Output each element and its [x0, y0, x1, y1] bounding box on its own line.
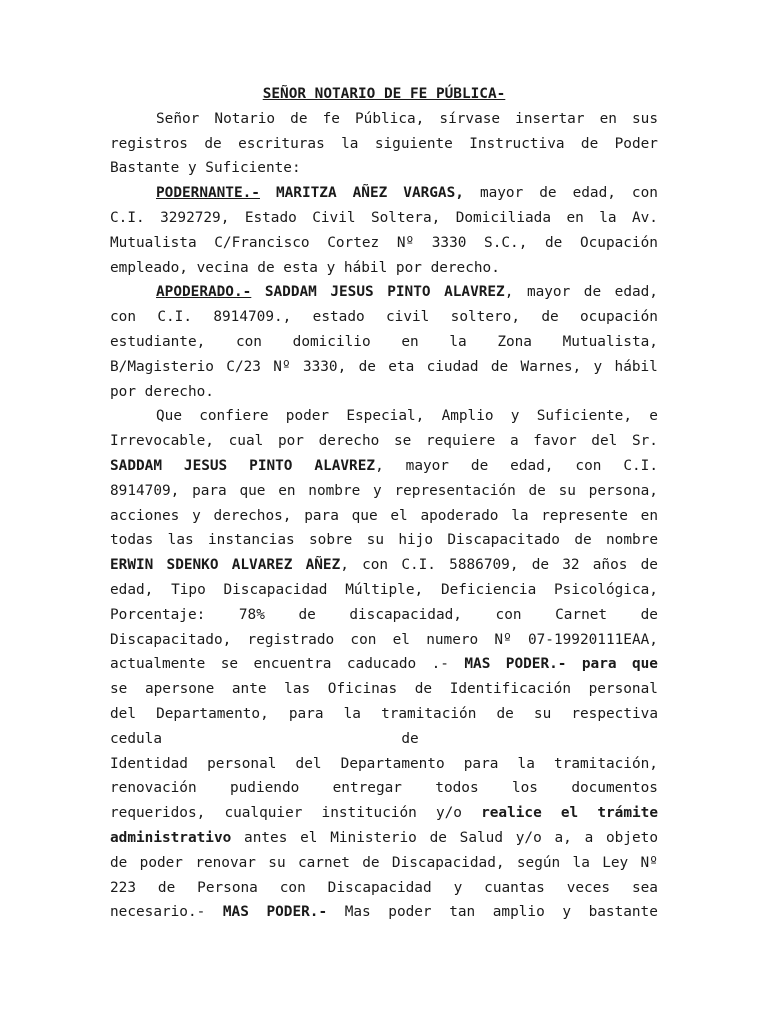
text-word: de [362, 854, 380, 871]
text-word: discapacidad, [349, 606, 462, 623]
text-word: antes [244, 829, 288, 846]
text-word: persona, [588, 482, 658, 499]
text-word: la [517, 755, 535, 772]
text-word: cualquier [224, 805, 303, 822]
text-word: Ley [602, 854, 629, 871]
text-word: Cortez [327, 234, 380, 251]
text-word: Discapacitado [447, 532, 560, 549]
text-word: a [584, 829, 594, 846]
text-line [110, 256, 658, 281]
text-word: Suficiente, [536, 408, 632, 425]
text-word: poder [388, 904, 432, 921]
text-word: 8914709, [110, 482, 180, 499]
text-word: del [591, 433, 618, 450]
text-word: apersone [144, 681, 215, 698]
text-word: tramitación, [554, 755, 658, 772]
text-word: con [362, 557, 389, 574]
text-word: y [562, 904, 571, 921]
text-word: la [449, 333, 467, 350]
text-word: Persona [197, 879, 258, 896]
text-word: en [278, 482, 296, 499]
text-word: de [541, 309, 559, 326]
text-word: MARITZA [275, 185, 337, 202]
text-word: edad, [110, 581, 154, 598]
text-line [110, 628, 658, 653]
text-word: PINTO [387, 284, 431, 301]
text-word: para [463, 755, 499, 772]
text-word: por [277, 433, 304, 450]
text-line [110, 826, 658, 851]
text-word: Nº [396, 234, 415, 251]
text-line [110, 851, 658, 876]
text-word: en [599, 110, 617, 127]
text-word: mayor [526, 284, 571, 301]
text-word: Deficiencia [440, 581, 537, 598]
text-word: Ministerio [330, 829, 417, 846]
text-word: que [631, 656, 658, 673]
text-word: el [390, 507, 408, 524]
text-word: carnet [297, 854, 350, 871]
text-word: registros [110, 135, 188, 152]
text-word: de [539, 185, 557, 202]
text-word: el [560, 805, 579, 822]
text-word: ERWIN [110, 557, 154, 574]
text-word: a [509, 433, 519, 450]
text-word: Carnet [555, 606, 608, 623]
text-word: y [192, 507, 201, 524]
text-word: la [343, 705, 361, 722]
text-word: Departamento [340, 755, 445, 772]
text-line [110, 677, 658, 702]
text-word: la [511, 507, 529, 524]
text-word: encuentra [253, 656, 332, 673]
text-word: Ocupación [579, 234, 658, 251]
text-word: de [496, 705, 514, 722]
text-word: que [351, 507, 378, 524]
text-word: Nº [640, 854, 658, 871]
text-word: respectiva [571, 705, 658, 722]
text-word: poder [139, 854, 183, 871]
text-word: bastante [588, 904, 658, 921]
text-word: ALVAREZ [231, 557, 293, 574]
text-word: según [516, 854, 561, 871]
text-word: y [373, 482, 382, 499]
text-word: soltero, [450, 309, 520, 326]
text-word: C.I. [157, 309, 192, 326]
text-word: Discapacitado, [110, 631, 232, 648]
text-word: confiere [199, 408, 269, 425]
text-word: Warnes, [520, 358, 582, 375]
text-word: de [470, 457, 489, 474]
text-word: de [204, 135, 222, 152]
text-word: C.I. [401, 557, 436, 574]
text-word: Nº [494, 631, 512, 648]
text-word: APODERADO.- [156, 284, 252, 301]
text-word: escrituras [238, 135, 325, 152]
text-word: Poder [614, 135, 658, 152]
text-word: requiere [425, 433, 496, 450]
text-word: documentos [571, 780, 658, 797]
text-word: objeto [606, 829, 658, 846]
text-word: con [631, 185, 658, 202]
text-line [110, 305, 658, 330]
text-word: tan [449, 904, 476, 921]
text-word: derecho [318, 433, 380, 450]
text-word: de [110, 854, 128, 871]
text-word: Domiciliada [455, 209, 552, 226]
text-word: Especial, [346, 408, 425, 425]
text-word: .- [431, 656, 449, 673]
text-word: C/Francisco [214, 234, 310, 251]
text-word: renovar [195, 854, 256, 871]
text-word: siguiente [374, 135, 453, 152]
text-word: SDENKO [166, 557, 219, 574]
text-word: Estado [244, 209, 297, 226]
text-word: ocupación [580, 309, 658, 326]
text-word: y [593, 358, 603, 375]
text-word: Instructiva [469, 135, 565, 152]
text-word: sus [632, 110, 658, 127]
text-word: de [580, 135, 599, 152]
text-word: trámite [597, 805, 658, 822]
text-word: en [640, 507, 658, 524]
text-word: Departamento, [156, 705, 269, 722]
text-word: SADDAM [110, 457, 162, 474]
text-word: y/o [435, 805, 462, 822]
text-word: Irrevocable, [110, 433, 214, 450]
text-word: representación [394, 482, 516, 499]
text-line [110, 752, 658, 777]
document-page [110, 82, 658, 925]
text-word: acciones [110, 507, 180, 524]
text-word: favor [533, 433, 577, 450]
text-word: se [393, 433, 412, 450]
text-line [110, 181, 658, 206]
text-line [110, 702, 658, 727]
text-word: nombre [606, 532, 658, 549]
text-word: ALAVREZ, [444, 284, 514, 301]
text-word: de [528, 482, 546, 499]
text-word: el [392, 631, 410, 648]
text-word: JESUS [330, 284, 374, 301]
text-line [110, 280, 658, 305]
text-line [110, 900, 658, 925]
text-word: caducado [346, 656, 417, 673]
text-word: edad, [572, 185, 616, 202]
text-word: las [167, 532, 194, 549]
text-line [110, 231, 658, 256]
text-word: para [288, 705, 324, 722]
text-word: y [453, 879, 463, 896]
text-word: de [290, 110, 308, 127]
text-word: C.I. [110, 209, 145, 226]
text-line [110, 652, 658, 677]
text-word: la [341, 135, 359, 152]
text-word: de [490, 358, 509, 375]
text-word: mayor [405, 457, 449, 474]
text-line [110, 206, 658, 231]
text-word: PINTO [249, 457, 293, 474]
text-line [110, 355, 658, 380]
text-word: Tipo [171, 581, 206, 598]
text-word: de [414, 681, 433, 698]
text-word: 5886709, [449, 557, 519, 574]
text-word: Múltiple, [345, 581, 424, 598]
text-word: eta [388, 358, 415, 375]
text-word: Bastante y Suficiente: [110, 160, 301, 177]
text-line [110, 330, 658, 355]
text-word: Notario [214, 110, 276, 127]
text-word: domicilio [292, 333, 371, 350]
document-title: SEÑOR NOTARIO DE FE PÚBLICA- [262, 86, 506, 102]
text-word: Salud [459, 829, 503, 846]
text-word: edad, [614, 284, 658, 301]
text-word: su [268, 854, 286, 871]
text-word: S.C., [484, 234, 528, 251]
text-word: entregar [332, 780, 402, 797]
text-line [110, 132, 658, 157]
text-word: se [110, 681, 128, 698]
text-word: 3292729, [160, 209, 230, 226]
text-word: veces [566, 879, 611, 896]
text-word: cedula [110, 730, 162, 747]
text-word: Sr. [631, 433, 658, 450]
text-word: de [429, 829, 447, 846]
text-word: con [279, 879, 306, 896]
text-word: instancias [208, 532, 295, 549]
text-word: en [401, 333, 419, 350]
text-line [110, 454, 658, 479]
text-word: de [640, 606, 658, 623]
text-word: ante [231, 681, 267, 698]
text-word: de [583, 284, 602, 301]
text-word: de [358, 358, 376, 375]
text-word: a, [554, 829, 572, 846]
text-word: VARGAS, [403, 185, 464, 202]
text-word: Pública, [355, 110, 425, 127]
text-word: Oficinas [327, 681, 398, 698]
text-word: Identificación [449, 681, 571, 698]
text-word: PODER.- [505, 656, 567, 673]
text-line [110, 528, 658, 553]
text-word: PODER.- [266, 904, 328, 921]
text-word: amplio [492, 904, 545, 921]
text-line [110, 801, 658, 826]
text-word: su [533, 705, 552, 722]
text-word: la [599, 209, 617, 226]
text-word: con [235, 333, 262, 350]
text-word: en [566, 209, 584, 226]
text-word: C.I. [623, 457, 658, 474]
text-word: PODERNANTE.- [156, 185, 260, 202]
text-word: estudiante, [110, 333, 206, 350]
text-word: registrado [247, 631, 335, 648]
text-word: mayor [479, 185, 524, 202]
text-word: 32 [562, 557, 580, 574]
text-word: sírvase [439, 110, 501, 127]
text-word: actualmente [110, 656, 206, 673]
text-line [110, 553, 658, 578]
text-word: sobre [309, 532, 353, 549]
text-word: administrativo [110, 829, 232, 846]
text-word: para [304, 507, 339, 524]
text-line [110, 776, 658, 801]
text-word: de [157, 879, 176, 896]
text-word: y/o [515, 829, 542, 846]
text-word: tramitación [381, 705, 477, 722]
text-word: cuantas [484, 879, 545, 896]
text-word: con [110, 309, 136, 326]
text-word: todos [435, 780, 479, 797]
text-word: institución [321, 805, 417, 822]
text-word: y [510, 408, 520, 425]
text-word: para [192, 482, 227, 499]
text-word: su [366, 532, 384, 549]
text-word: Que [156, 408, 182, 425]
text-word: 8914709., [213, 309, 292, 326]
text-word: Mutualista, [562, 333, 658, 350]
text-word: empleado, vecina de esta y hábil por derecho. [110, 259, 500, 276]
text-word: numero [426, 631, 479, 648]
text-word: pudiendo [229, 780, 300, 797]
text-word: civil [386, 309, 430, 326]
text-word: para [581, 656, 617, 673]
text-word: MAS [222, 904, 249, 921]
text-word: poder [285, 408, 330, 425]
text-word: los [511, 780, 538, 797]
text-word: 07-19920111EAA, [527, 631, 658, 648]
text-word: ciudad [426, 358, 479, 375]
text-word: con [495, 606, 522, 623]
text-word: hijo [398, 532, 433, 549]
text-word: B/Magisterio [110, 358, 214, 375]
text-word: hábil [614, 358, 658, 375]
text-word: el [300, 829, 318, 846]
text-word: C/23 [226, 358, 261, 375]
text-word: con [350, 631, 377, 648]
text-word: 78% [238, 606, 265, 623]
text-word: las [284, 681, 311, 698]
text-word: ALAVREZ, [314, 457, 384, 474]
text-word: edad, [510, 457, 554, 474]
text-word: represente [541, 507, 628, 524]
text-line [110, 504, 658, 529]
text-word: 223 [110, 879, 136, 896]
text-line [110, 380, 658, 405]
text-word: Mutualista [110, 234, 197, 251]
text-word: Señor [156, 110, 200, 127]
text-word: Mas [344, 904, 371, 921]
text-word: insertar [515, 110, 585, 127]
text-word: Civil [312, 209, 356, 226]
text-word: Discapacidad, [391, 854, 505, 871]
text-word: de [401, 730, 419, 747]
text-word: Av. [631, 209, 658, 226]
text-word: SADDAM [264, 284, 317, 301]
text-word: del [110, 705, 136, 722]
text-word: todas [110, 532, 154, 549]
text-word: fe [322, 110, 340, 127]
text-word: cual [228, 433, 264, 450]
text-word: realice [481, 805, 542, 822]
text-word: 3330 [431, 234, 467, 251]
text-word: 3330, [302, 358, 347, 375]
text-word: personal [588, 681, 658, 698]
text-word: de [545, 234, 563, 251]
text-word: renovación [110, 780, 197, 797]
text-word: de [640, 557, 658, 574]
text-word: Amplio [441, 408, 494, 425]
text-word: su [558, 482, 576, 499]
text-word: estado [312, 309, 365, 326]
text-word: derechos, [213, 507, 292, 524]
text-word: Discapacidad [223, 581, 328, 598]
text-word: Discapacidad [327, 879, 432, 896]
text-word: años [592, 557, 628, 574]
text-word: por derecho. [110, 383, 214, 400]
text-word: apoderado [420, 507, 499, 524]
text-line [110, 107, 658, 132]
text-word: que [239, 482, 266, 499]
text-word: nombre [308, 482, 361, 499]
text-word: Porcentaje: [110, 606, 206, 623]
text-word: de [298, 606, 316, 623]
text-line [110, 578, 658, 603]
text-word: Psicológica, [554, 581, 658, 598]
text-word: de [531, 557, 550, 574]
text-word: se [220, 656, 239, 673]
text-word: AÑEZ, [305, 557, 349, 574]
text-word: sea [631, 879, 658, 896]
text-word: de [574, 532, 592, 549]
text-word: del [295, 755, 322, 772]
text-word: necesario.- [110, 904, 206, 921]
text-word: requeridos, [110, 805, 206, 822]
text-word: Soltera, [370, 209, 441, 226]
text-word: con [575, 457, 602, 474]
text-word: JESUS [183, 457, 228, 474]
text-line [110, 429, 658, 454]
document-body [110, 107, 658, 925]
text-word: la [572, 854, 590, 871]
text-line [110, 156, 658, 181]
text-line [110, 479, 658, 504]
text-word: e [649, 408, 658, 425]
text-line [110, 404, 658, 429]
text-word: Nº [273, 358, 291, 375]
text-word: personal [207, 755, 277, 772]
text-word: MAS [464, 656, 491, 673]
text-word: Zona [497, 333, 532, 350]
text-line [110, 727, 658, 752]
text-line [110, 603, 658, 628]
text-word: AÑEZ [352, 185, 388, 202]
text-line [110, 876, 658, 901]
text-word: Identidad [110, 755, 188, 772]
